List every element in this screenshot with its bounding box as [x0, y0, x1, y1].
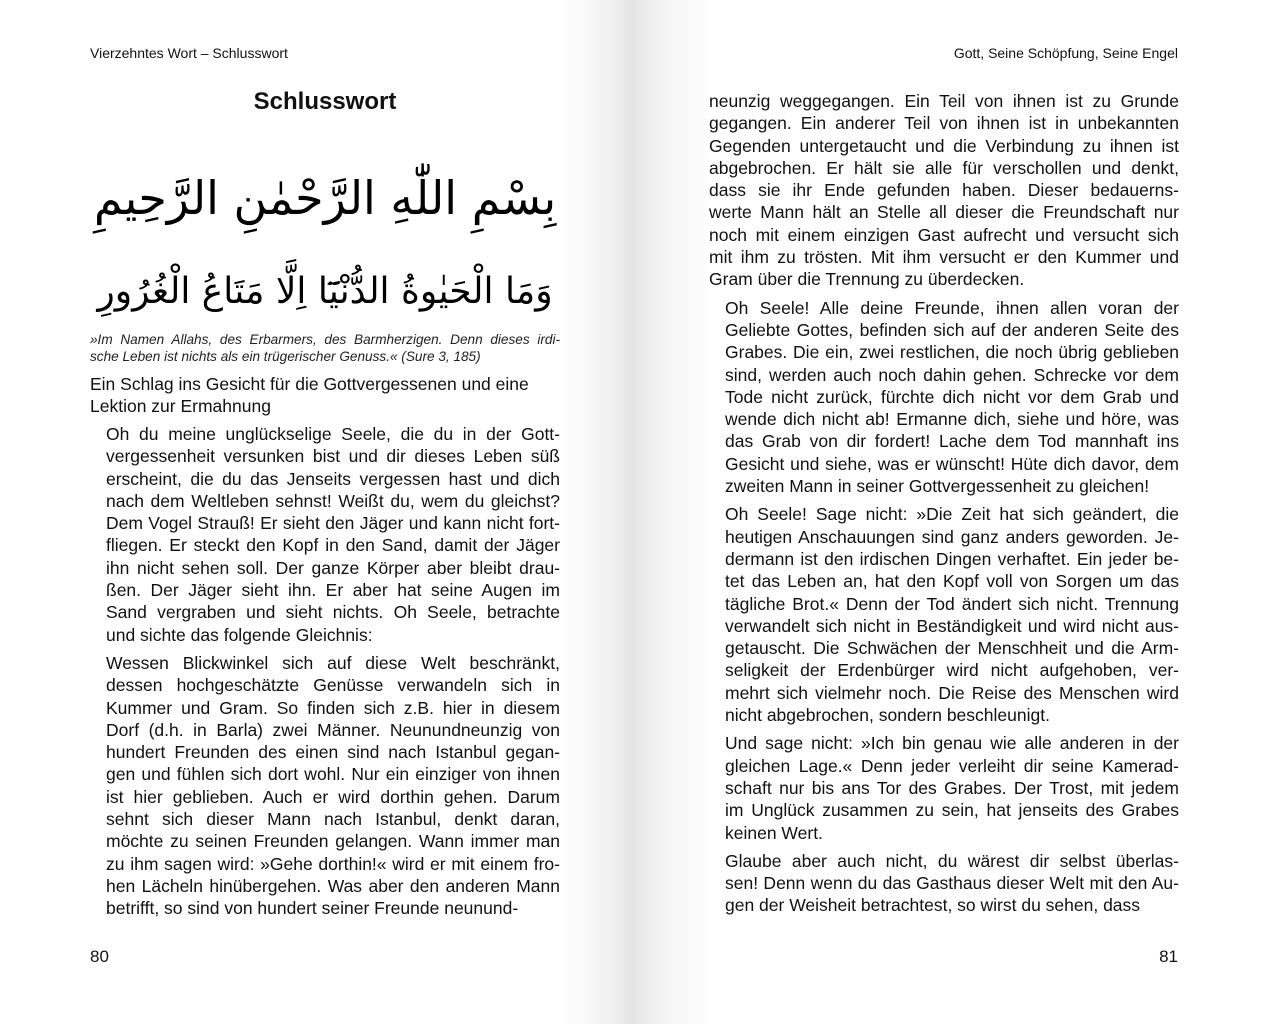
text-line: hundert Freunden des einen sind nach Istanbul gegan-	[106, 742, 560, 763]
text-line: Glaube aber auch nicht, du wärest dir selbst überlas-	[725, 850, 1179, 871]
text-line: heutigen Anschauungen sind ganz anders geworden. Je-	[725, 526, 1179, 547]
page-number-right: 81	[1159, 947, 1178, 966]
text-line: fliegen. Er steckt den Kopf in den Sand, damit der Jäger	[106, 535, 560, 556]
text-line: dessen hochgeschätzte Genüsse verwandeln sich in	[106, 675, 560, 696]
section-heading	[90, 373, 560, 418]
text-line: Oh Seele! Sage nicht: »Die Zeit hat sich geändert, die	[725, 504, 1179, 525]
text-line: ßen. Der Jäger sieht ihn. Er aber hat seine Augen im	[106, 580, 560, 601]
right-page	[635, 0, 1270, 1024]
text-line: keinen Wert.	[725, 822, 823, 843]
text-line: verwandelt sich nicht in Beständigkeit und wird nicht aus-	[725, 615, 1179, 636]
text-line: Grabes. Die ein, zwei restlichen, die noch übrig geblieben	[725, 342, 1179, 363]
paragraph	[709, 732, 1179, 843]
text-line: mit ihm zu trösten. Mit ihm versucht er den Kummer und	[709, 247, 1179, 268]
text-line: Tode nicht zurück, fürchte dich nicht vor dem Grab und	[725, 386, 1179, 407]
text-line: betrifft, so sind von hundert seiner Freunde neunund-	[106, 898, 519, 919]
text-line: erscheint, die du das Jenseits vergessen hast und dich	[106, 468, 560, 489]
running-head-left: Vierzehntes Wort – Schlusswort	[90, 45, 288, 61]
text-line: tägliche Brot.« Denn der Tod ändert sich nicht. Trennung	[725, 593, 1179, 614]
text-line: Geliebte Gottes, befinden sich auf der anderen Seite des	[725, 319, 1179, 340]
text-line: wende dich nicht ab! Ermanne dich, siehe und höre, was	[725, 409, 1179, 430]
text-line: abgebrochen. Er hält sie alle für verschollen und denkt,	[709, 157, 1179, 178]
page-number-left: 80	[90, 947, 109, 966]
text-line: Sand vergraben und sieht nichts. Oh Seele, betrachte	[106, 602, 560, 623]
text-line: hen Lächeln hinübergehen. Was aber den anderen Mann	[106, 875, 560, 896]
text-line: Wessen Blickwinkel sich auf diese Welt beschränkt,	[106, 652, 560, 673]
text-line: gen der Weisheit betrachtest, so wirst du sehen, dass	[725, 895, 1141, 916]
text-line: Dem Vogel Strauß! Er sieht den Jäger und kann nicht fort-	[106, 513, 560, 534]
text-line: tet das Leben an, hat den Kopf voll von Sorgen um das	[725, 571, 1179, 592]
text-line: gegangen. Ein anderer Teil von ihnen ist in unbekannten	[709, 113, 1179, 134]
caption-line: »Im Namen Allahs, des Erbarmers, des Barmherzigen. Denn dieses irdi-	[90, 332, 560, 347]
text-line: mehrt sich vielmehr noch. Die Reise des Menschen wird	[725, 682, 1179, 703]
paragraph	[709, 297, 1179, 498]
paragraph	[90, 423, 560, 646]
text-line: sen! Denn wenn du das Gasthaus dieser Welt mit den Au-	[725, 873, 1179, 894]
text-line: gleichen Lage.« Denn jeder verleiht dir seine Kamerad-	[725, 755, 1179, 776]
heading-line: Lektion zur Ermahnung	[90, 396, 271, 417]
text-line: seligkeit der Erdenbürger wird nicht aufgehoben, ver-	[725, 660, 1179, 681]
text-line: zweiten Mann in seiner Gottvergessenheit zu gleichen!	[725, 476, 1150, 497]
basmala-calligraphy: بِسْمِ اللّٰهِ الرَّحْمٰنِ الرَّحِيمِ	[93, 171, 557, 225]
text-line: und sichte das folgende Gleichnis:	[106, 624, 373, 645]
text-line: ihn nicht sehen soll. Der ganze Körper aber bleibt drau-	[106, 557, 560, 578]
text-line: Kummer und Gram. So finden sich z.B. hier in diesem	[106, 697, 560, 718]
text-line: sehnt sich dieser Mann nach Istanbul, denkt daran,	[106, 809, 560, 830]
text-line: sind, werden auch noch dahin gehen. Schrecke vor dem	[725, 364, 1179, 385]
left-body-text	[90, 423, 560, 920]
paragraph	[709, 90, 1179, 291]
running-head-right: Gott, Seine Schöpfung, Seine Engel	[953, 45, 1178, 61]
text-line: Gesicht und siehe, was er wünscht! Hüte dich davor, dem	[725, 453, 1179, 474]
text-line: nicht abgebrochen, sondern beschleunigt.	[725, 705, 1050, 726]
text-line: schaft nur bis ans Tor des Grabes. Der Trost, mit jedem	[725, 777, 1179, 798]
text-line: dermann ist den irdischen Dingen verhaftet. Ein jeder be-	[725, 548, 1179, 569]
text-line: getauscht. Die Schwächen der Menschheit und die Arm-	[725, 638, 1179, 659]
verse-translation-caption	[90, 331, 560, 365]
paragraph	[709, 850, 1179, 917]
text-line: Dorf (d.h. in Barla) zwei Männer. Neunundneunzig von	[106, 719, 560, 740]
text-line: das Grab von dir fordert! Lache dem Tod mannhaft ins	[725, 431, 1179, 452]
text-line: werte Mann hält an Stelle all dieser die Freundschaft nur	[709, 202, 1179, 223]
paragraph	[709, 503, 1179, 726]
text-line: Oh du meine unglückselige Seele, die du in der Gott-	[106, 424, 560, 444]
text-line: Gegenden untergetaucht und die Verbindung zu ihnen ist	[709, 135, 1179, 156]
verse-calligraphy: وَمَا الْحَيٰوةُ الدُّنْيَٓا اِلَّا مَتَاعُ الْغُرُورِ	[97, 271, 553, 312]
text-line: Oh Seele! Alle deine Freunde, ihnen allen voran der	[725, 297, 1179, 318]
chapter-title: Schlusswort	[253, 88, 397, 115]
text-line: zu ihm sagen wird: »Gehe dorthin!« wird er mit einem fro-	[106, 853, 560, 874]
text-line: Und sage nicht: »Ich bin genau wie alle anderen in der	[725, 733, 1179, 754]
right-body-text	[709, 90, 1179, 917]
text-line: im Unglück zusammen zu sein, hat jenseits des Grabes	[725, 800, 1179, 821]
text-line: ist hier geblieben. Auch er wird dorthin gehen. Darum	[106, 786, 560, 807]
text-line: vergessenheit versunken bist und dir dieses Leben süß	[106, 446, 560, 467]
text-line: Gram über die Trennung zu überdecken.	[709, 269, 1025, 290]
text-line: dass sie ihr Ende gefunden haben. Dieser bedauerns-	[709, 180, 1179, 201]
paragraph	[90, 652, 560, 920]
text-line: möchte zu seinen Freunden gelangen. Wann immer man	[106, 831, 560, 852]
caption-line: sche Leben ist nichts als ein trügerischer Genuss.« (Sure 3, 185)	[90, 349, 481, 364]
text-line: noch mit einem einzigen Gast aufrecht und versucht sich	[709, 224, 1179, 245]
text-line: nach dem Weltleben sehnst! Weißt du, wem du gleichst?	[106, 490, 560, 511]
text-line: neunzig weggegangen. Ein Teil von ihnen ist zu Grunde	[709, 91, 1179, 111]
heading-line: Ein Schlag ins Gesicht für die Gottvergessenen und eine	[90, 374, 529, 394]
text-line: gen und fühlen sich dort wohl. Nur ein einziger von ihnen	[106, 764, 560, 785]
